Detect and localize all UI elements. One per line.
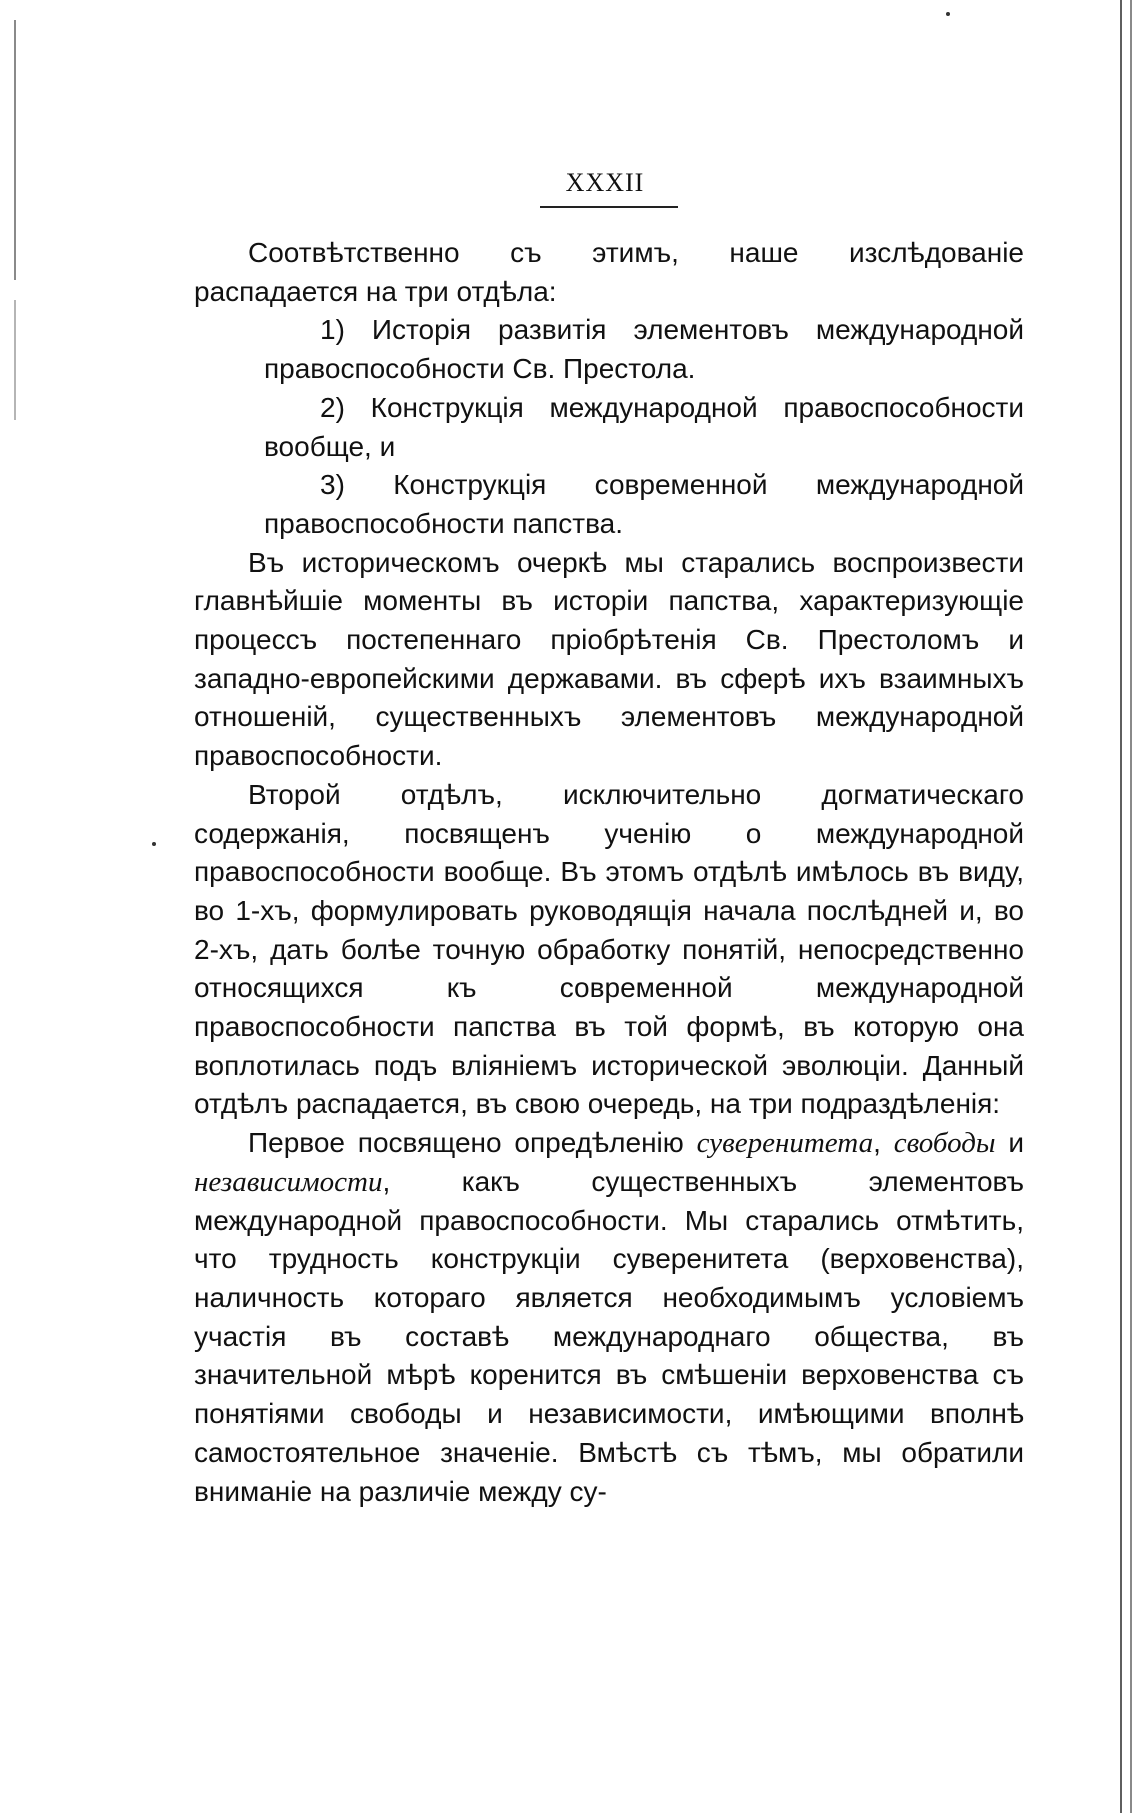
paragraph-second-section: Второй отдѣлъ, исключительно догматическаго содержанія, посвященъ ученію о международной правоспособности вообще. Въ этомъ отдѣлѣ имѣлось въ виду, во 1-хъ, формулировать руководящія начала послѣдней и, во 2-хъ, дать болѣе точную обработку понятій, непосредственно относящихся къ современной международной правоспособности папства въ той формѣ, въ которую она воплотилась подъ вліяніемъ исторической эволюціи. Данный отдѣлъ распадается, въ свою очередь, на три подраздѣленія: bbox=[194, 778, 1024, 1120]
scan-speck bbox=[946, 12, 950, 16]
paragraph-start: Первое посвящено опредѣленію bbox=[248, 1127, 697, 1159]
term-sovereignty: суверенитета bbox=[696, 1127, 874, 1160]
paragraph-historical-outline: Въ историческомъ очеркѣ мы старались воспроизвести главнѣйшіе моменты въ исторіи папства, характеризующіе процессъ постепеннаго пріобрѣтенія Св. Престоломъ и западно-европейскими державами. въ сферѣ ихъ взаимныхъ отношеній, существенныхъ элементовъ международной правоспособности. bbox=[194, 546, 1024, 772]
paragraph-first-subdivision bbox=[194, 1124, 1024, 1511]
scan-edge-right bbox=[1120, 0, 1122, 1813]
scan-edge-left-lower bbox=[14, 300, 16, 420]
term-independence: независимости bbox=[194, 1165, 383, 1198]
list-item-2: 2) Конструкція международной правоспособности вообще, и bbox=[264, 391, 1024, 462]
header-rule bbox=[540, 206, 678, 208]
page-number: XXXII bbox=[565, 168, 645, 197]
scan-edge-left bbox=[14, 20, 16, 280]
scan-speck bbox=[152, 842, 156, 846]
list-item-3: 3) Конструкція современной международной правоспособности папства. bbox=[264, 469, 1024, 539]
separator: и bbox=[995, 1127, 1024, 1159]
separator: , bbox=[873, 1127, 894, 1159]
term-freedom: свободы bbox=[893, 1127, 996, 1160]
intro-paragraph: Соотвѣтственно съ этимъ, наше изслѣдованіе распадается на три отдѣла: bbox=[194, 237, 1024, 307]
scan-edge-right-outer bbox=[1130, 0, 1132, 1813]
list-item-1: 1) Исторія развитія элементовъ международной правоспособности Св. Престола. bbox=[264, 314, 1024, 385]
page-body bbox=[194, 234, 1024, 1511]
paragraph-rest: , какъ существенныхъ элементовъ международной правоспособности. Мы старались отмѣтить, что трудность конструкціи суверенитета (верховенства), наличность котораго является необходимымъ условіемъ участія въ составѣ международнаго общества, въ значительной мѣрѣ коренится въ смѣшеніи верховенства съ понятіями свободы и независимости, имѣющими вполнѣ самостоятельное значеніе. Вмѣстѣ съ тѣмъ, мы обратили вниманіе на различіе между су- bbox=[194, 1165, 1024, 1507]
